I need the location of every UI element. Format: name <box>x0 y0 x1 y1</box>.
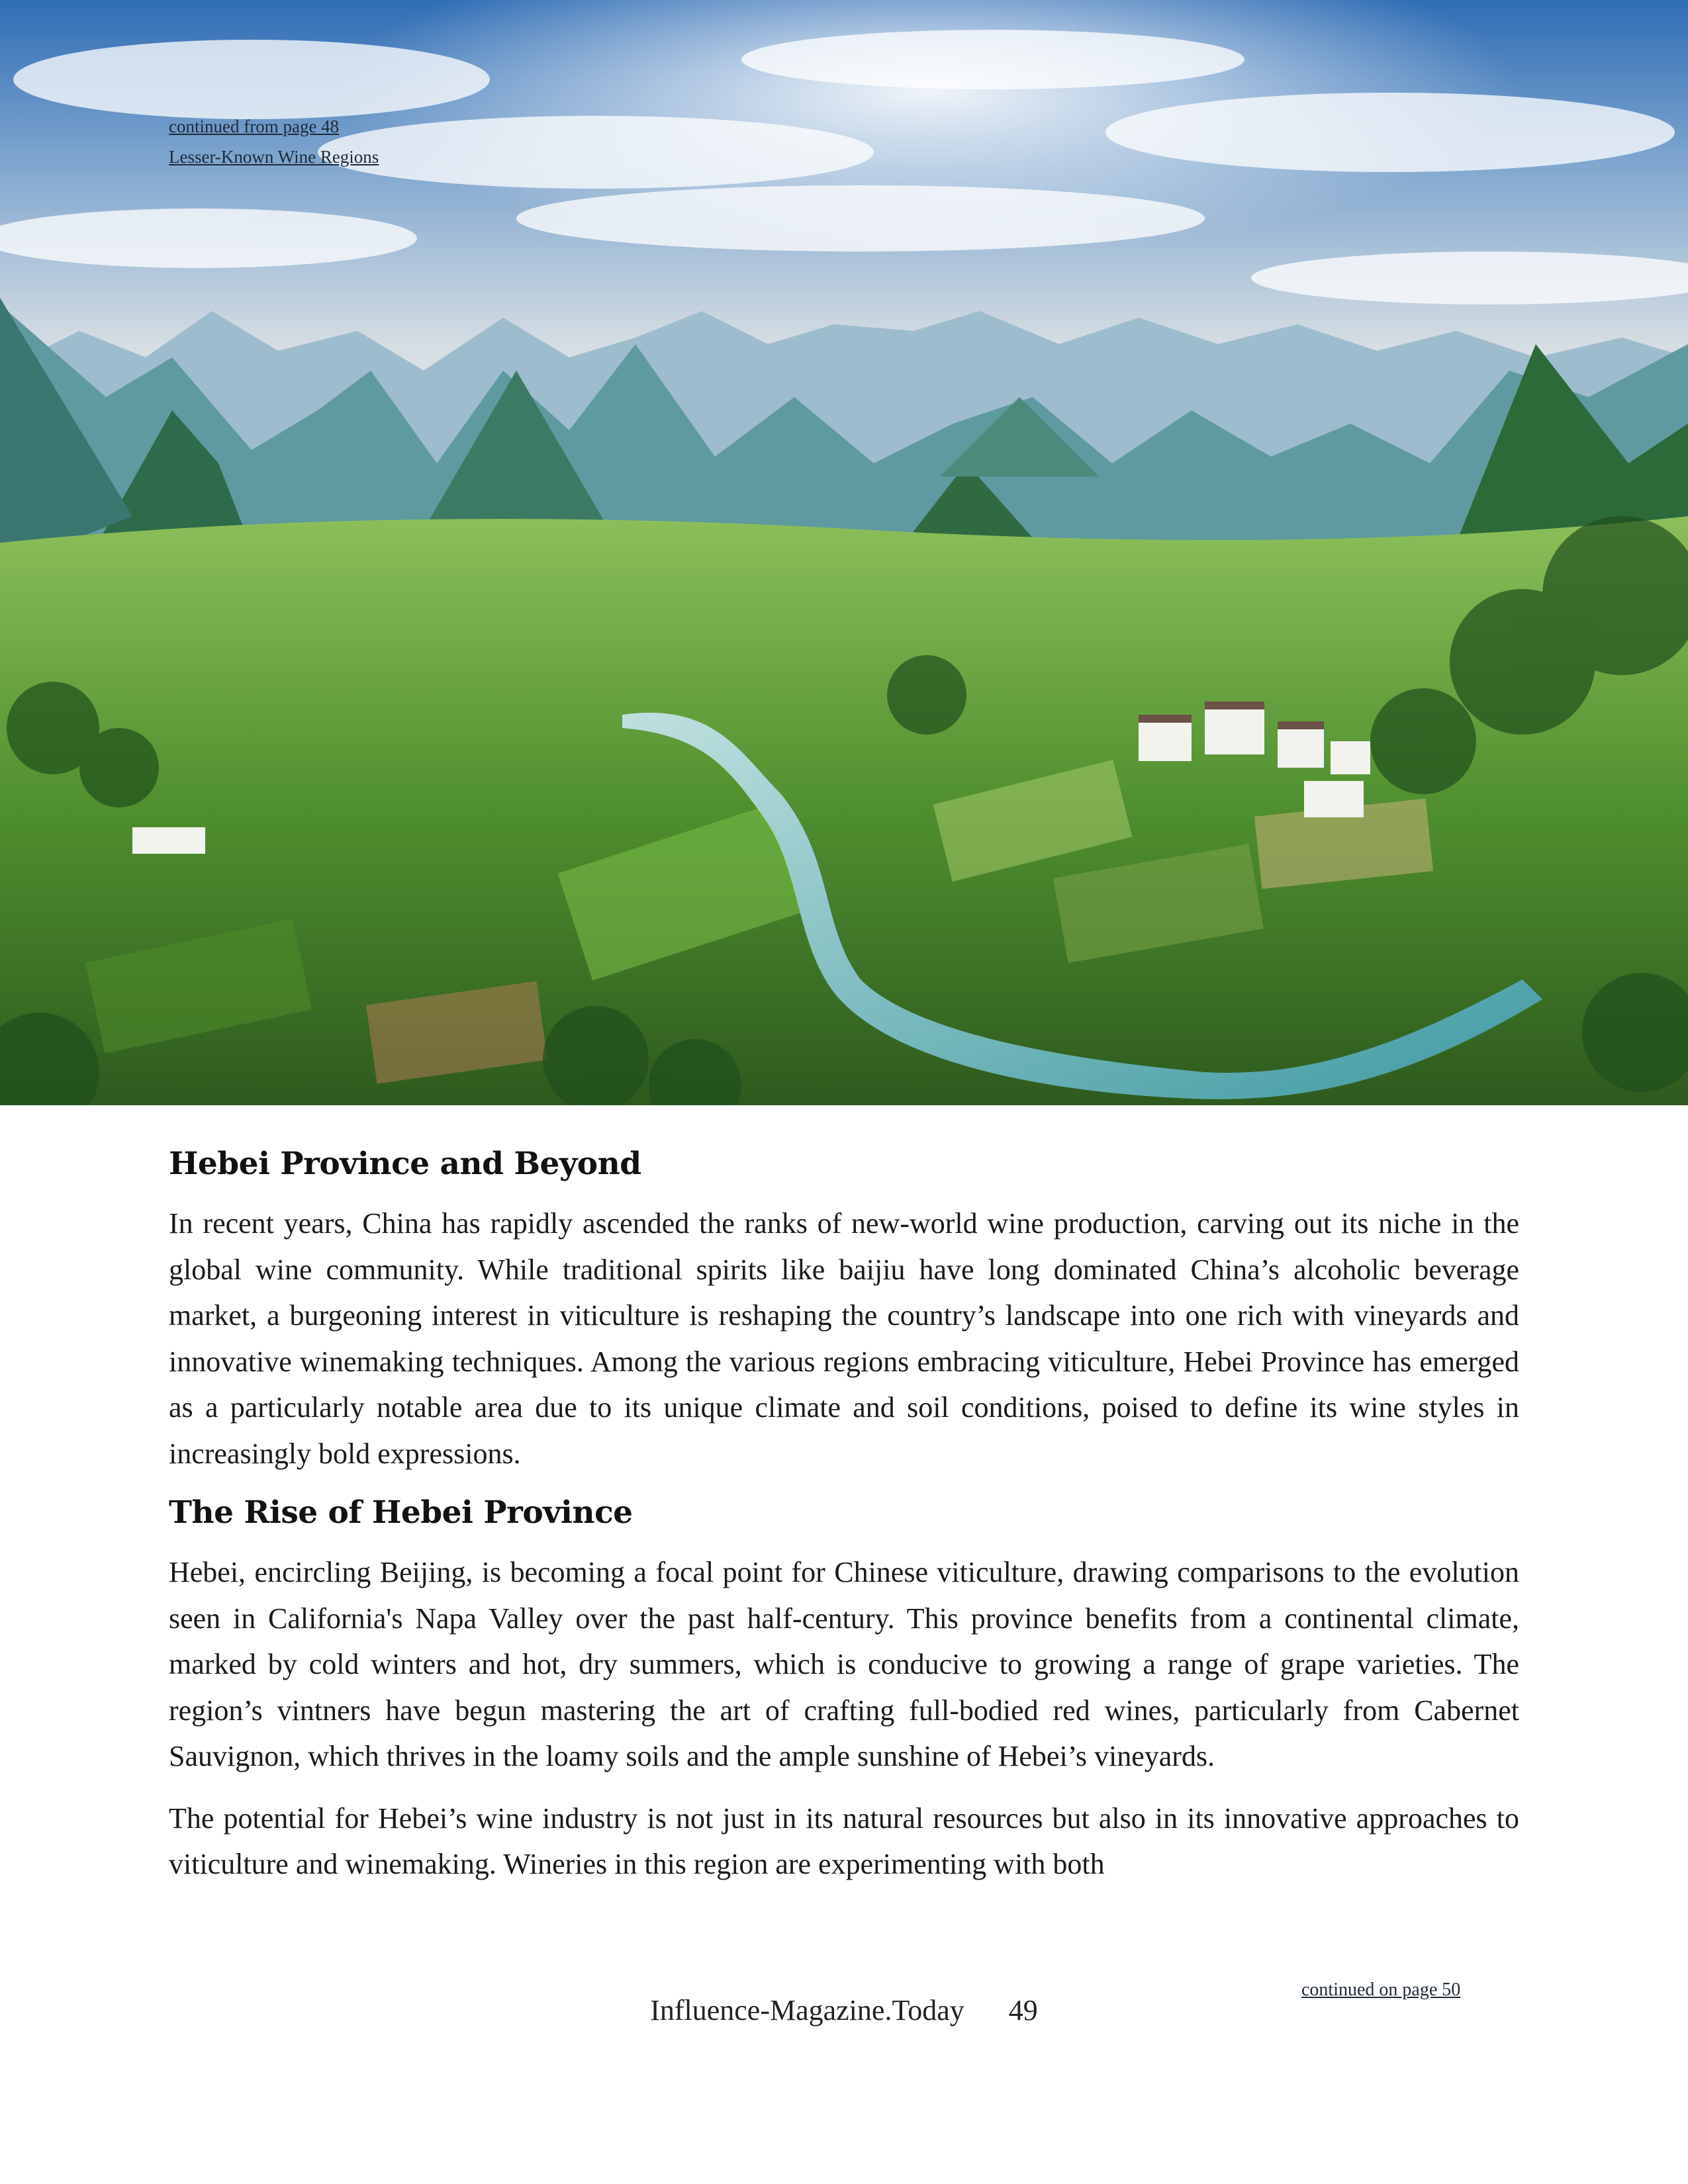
page-footer <box>0 1993 1688 2027</box>
article-body <box>169 1144 1519 1903</box>
section-heading-rise: The Rise of Hebei Province <box>169 1494 633 1531</box>
paragraph: The potential for Hebei’s wine industry is not just in its natural resources but also in its innovative approaches to viticulture and winemaking. Wineries in this region are experimenting with both <box>169 1801 1519 1880</box>
site-name: Influence-Magazine.Today <box>650 1994 964 2026</box>
page-number: 49 <box>1008 1994 1038 2026</box>
paragraph: In recent years, China has rapidly ascended the ranks of new-world wine production, carving out its niche in the global wine community. While traditional spirits like baijiu have long dominated China’s alcoholic beverage market, a burgeoning interest in viticulture is reshaping the country’s landscape into one rich with vineyards and innovative winemaking techniques. Among the various regions embracing viticulture, Hebei Province has emerged as a particularly notable area due to its unique climate and soil conditions, poised to define its wine styles in increasingly bold expressions. <box>169 1207 1519 1470</box>
section-link[interactable]: Lesser-Known Wine Regions <box>169 147 379 167</box>
paragraph: Hebei, encircling Beijing, is becoming a focal point for Chinese viticulture, drawing comparisons to the evolution seen in California's Napa Valley over the past half-century. This province benefits from a continental climate, marked by cold winters and hot, dry summers, which is conducive to growing a range of grape varieties. The region’s vintners have begun mastering the art of crafting full-bodied red wines, particularly from Cabernet Sauvignon, which thrives in the loamy soils and the ample sunshine of Hebei’s vineyards. <box>169 1556 1519 1772</box>
section-heading-hebei: Hebei Province and Beyond <box>169 1146 641 1182</box>
continued-on-link[interactable]: continued on page 50 <box>1301 1979 1461 2000</box>
page-continuation-links <box>169 111 379 172</box>
continued-from-link[interactable]: continued from page 48 <box>169 116 340 136</box>
